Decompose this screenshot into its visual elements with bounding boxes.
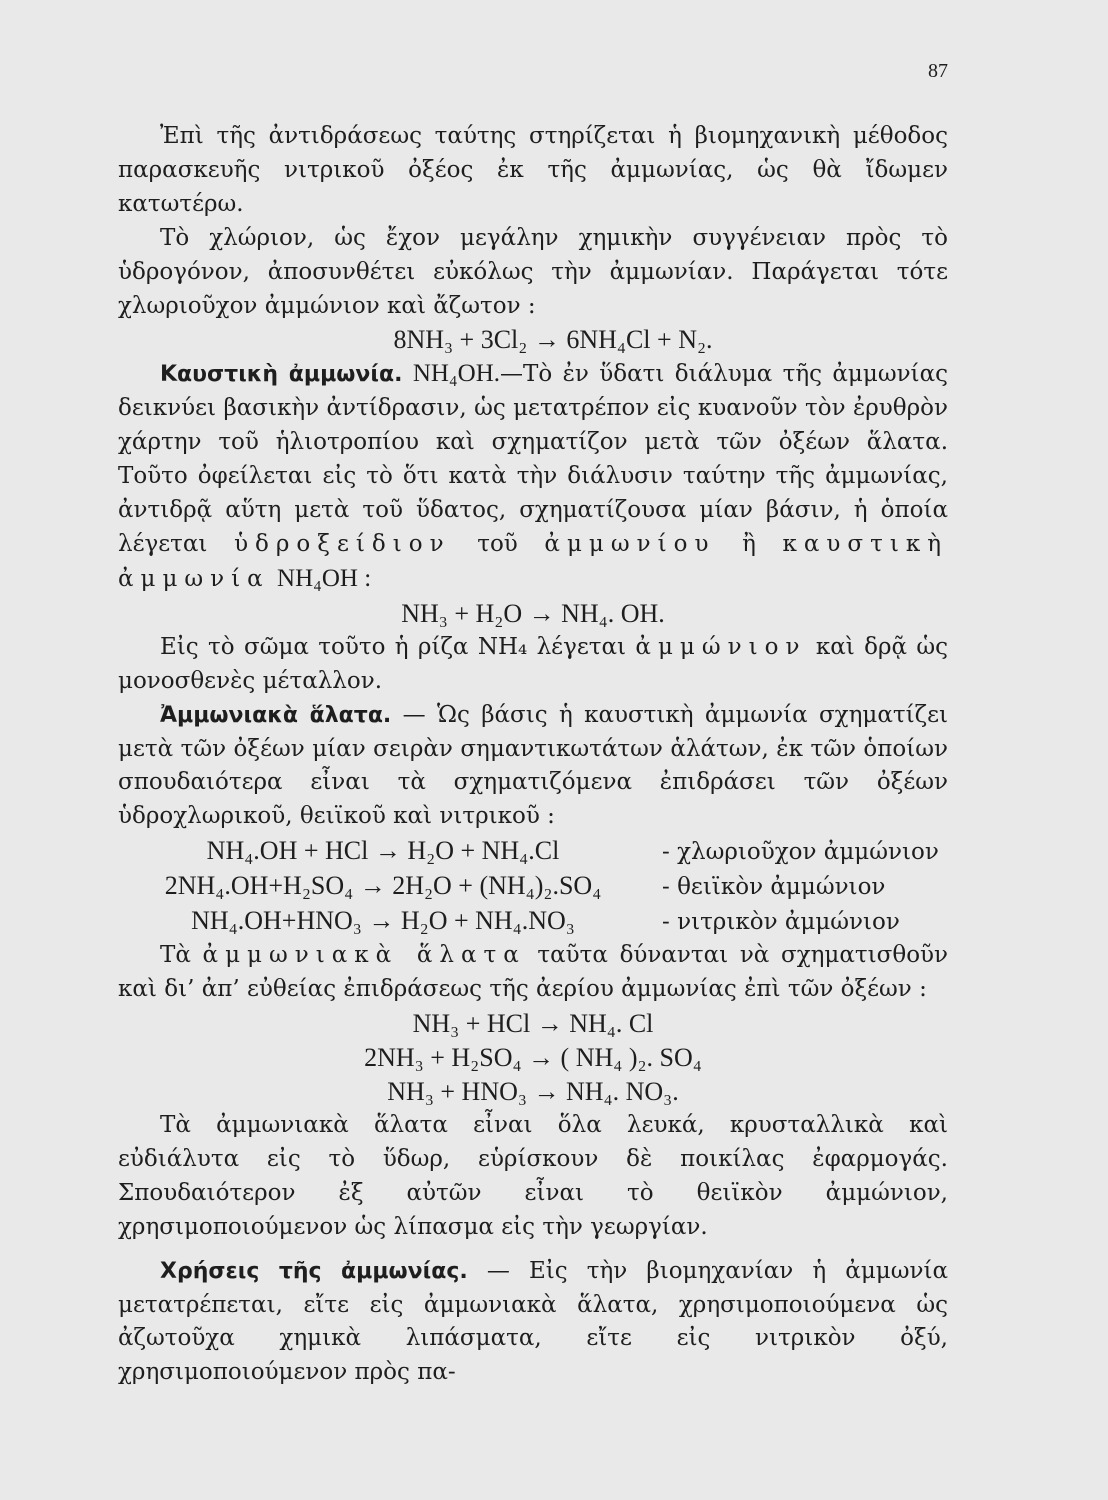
equation-direct-h2so4: 2NH₃ + H₂SO₄ → ( NH₄ )₂. SO₄ <box>364 1043 702 1073</box>
heading-caustic-ammonia: Καυστικὴ ἀμμωνία. <box>160 362 403 388</box>
text-uses: — Εἰς τὴν βιομηχανίαν ἡ ἀμμωνία μετατρέπεται, εἴτε εἰς ἀμμωνιακὰ ἅλατα, χρησιμοποιούμενα ὡς ἀζωτοῦχα χημικὰ λιπάσματα, εἴτε εἰς νιτρικὸν ὀξύ, χρησιμοποιούμενον πρὸς πα- <box>118 1257 948 1386</box>
text-caustic-d: NH₄OH : <box>277 564 372 592</box>
equation-hydroxide: NH₃ + H₂O → NH₄. OH. <box>401 598 665 628</box>
heading-ammonium-salts: Ἀμμωνιακὰ ἅλατα. <box>160 702 392 728</box>
paragraph-caustic-ammonia <box>118 357 948 596</box>
text-caustic-c: ἢ <box>742 530 756 557</box>
paragraph-ammonium-root <box>118 631 948 699</box>
text-salts: — Ὡς βάσις ἡ καυστικὴ ἀμμωνία σχηματίζει μετὰ τῶν ὀξέων μίαν σειρὰν σημαντικωτάτων ἁλάτων, ἐκ τῶν ὁποίων σπουδαιότερα εἶναι τὰ σχηματιζόμενα ἐπιδράσει τῶν ὀξέων ὑδροχλωρικοῦ, θειϊκοῦ καὶ νιτρικοῦ : <box>118 701 948 830</box>
term-ammonium-salts: ἀμμωνιακὰ ἅλατα <box>202 942 526 969</box>
heading-uses: Χρήσεις τῆς ἀμμωνίας. <box>160 1258 468 1284</box>
reaction-product-h2so4: - θειϊκὸν ἀμμώνιον <box>662 874 886 901</box>
formula-nh4oh: NH₄OH. <box>412 360 501 388</box>
reaction-row-hcl <box>118 834 948 869</box>
paragraph-uses <box>118 1255 948 1391</box>
text-root-a: Εἰς τὸ σῶμα τοῦτο ἡ ρίζα NH₄ λέγεται <box>160 633 627 660</box>
equation-chlorine: 8NH₃ + 3Cl₂ → 6NH₄Cl + N₂. <box>393 325 713 355</box>
text-direct-a: Τὰ <box>160 942 191 969</box>
text-direct-b: ταῦτα δύνανται νὰ σχηματισθοῦν καὶ δι’ ἀπ’ εὐθείας ἐπιδράσεως τῆς ἀερίου ἀμμωνίας ἐπὶ τῶν ὀξέων : <box>118 942 949 1003</box>
page-number: 87 <box>928 60 948 82</box>
text-caustic-a: —Τὸ ἐν ὕδατι διάλυμα τῆς ἀμμωνίας δεικνύει βασικὴν ἀντίδρασιν, ὡς μετατρέπον εἰς κυανοῦν τὸν ἐρυθρὸν χάρτην τοῦ ἡλιοτροπίου καὶ σχηματίζον μετὰ τῶν ὀξέων ἅλατα. Τοῦτο ὀφείλεται εἰς τὸ ὅτι κατὰ τὴν διάλυσιν ταύτην τῆς ἀμμωνίας, ἀντιδρᾷ αὕτη μετὰ τοῦ ὕδατος, σχηματίζουσα μίαν βάσιν, ἡ ὁποία λέγεται <box>118 361 948 557</box>
equation-direct-hno3: NH₃ + HNO₃ → NH₄. NO₃. <box>387 1077 679 1107</box>
paragraph-nitric-method: Ἐπὶ τῆς ἀντιδράσεως ταύτης στηρίζεται ἡ βιομηχανικὴ μέθοδος παρασκευῆς νιτρικοῦ ὀξέος ἐκ τῆς ἀμμωνίας, ὡς θὰ ἴδωμεν κατωτέρω. <box>118 123 948 217</box>
page-body <box>118 120 948 1390</box>
term-ammonium: ἀμμωνίου <box>544 530 716 557</box>
reaction-formula-hcl: NH₄.OH + HCl → H₂O + NH₄.Cl <box>206 836 560 866</box>
term-ammonium-root: ἀμμώνιον <box>635 633 807 660</box>
reaction-formula-hno3: NH₄.OH+HNO₃ → H₂O + NH₄.NO₃ <box>191 906 575 936</box>
text-caustic-b: τοῦ <box>477 530 518 557</box>
paragraph-salts-properties: Τὰ ἀμμωνιακὰ ἅλατα εἶναι ὅλα λευκά, κρυσταλλικὰ καὶ εὐδιάλυτα εἰς τὸ ὕδωρ, εὑρίσκουν δὲ ποικίλας ἐφαρμογάς. Σπουδαιότερον ἐξ αὐτῶν εἶναι τὸ θειϊκὸν ἀμμώνιον, χρησιμοποιούμενον ὡς λίπασμα εἰς τὴν γεωργίαν. <box>118 1112 948 1240</box>
paragraph-ammonium-salts <box>118 699 948 835</box>
paragraph-direct-formation <box>118 939 948 1007</box>
paragraph-chlorine: Τὸ χλώριον, ὡς ἔχον μεγάλην χημικὴν συγγένειαν πρὸς τὸ ὑδρογόνον, ἀποσυνθέτει εὐκόλως τὴν ἀμμωνίαν. Παράγεται τότε χλωριοῦχον ἀμμώνιον καὶ ἄζωτον : <box>118 224 948 319</box>
reaction-row-hno3 <box>118 904 948 939</box>
reaction-formula-h2so4: 2NH₄.OH+H₂SO₄ → 2H₂O + (NH₄)₂.SO₄ <box>164 871 602 901</box>
term-caustic-ammonia: καυστικὴ ἀμμωνία <box>118 530 948 592</box>
text-root-b: καὶ δρᾷ ὡς μονοσθενὲς μέταλλον. <box>118 633 949 694</box>
reaction-product-hcl: - χλωριοῦχον ἀμμώνιον <box>662 839 939 866</box>
term-hydroxide: ὑδροξείδιον <box>234 530 451 557</box>
equation-direct-hcl: NH₃ + HCl → NH₄. Cl <box>412 1009 654 1039</box>
reaction-product-hno3: - νιτρικὸν ἀμμώνιον <box>662 909 900 936</box>
reaction-row-h2so4 <box>118 869 948 904</box>
